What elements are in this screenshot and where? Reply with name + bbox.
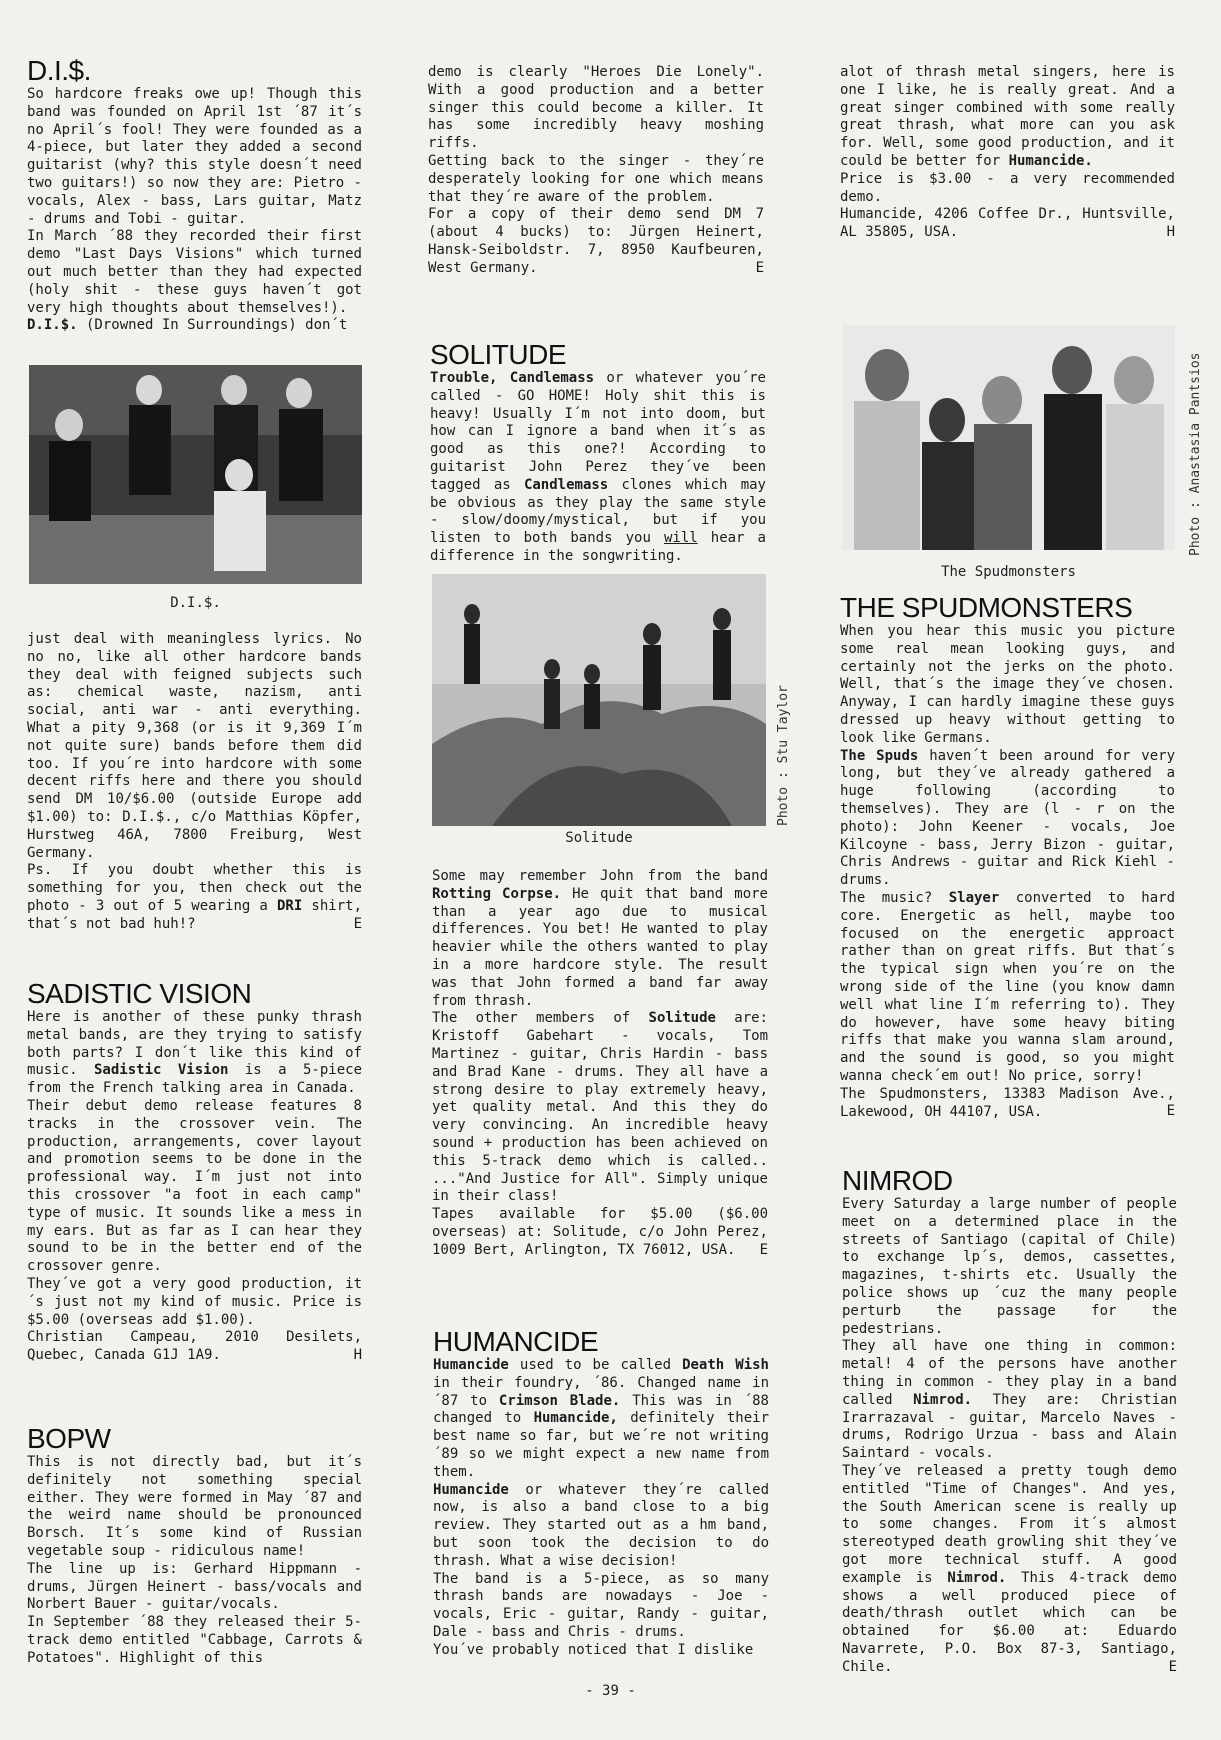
spudmonsters-band-photo bbox=[842, 325, 1175, 550]
nimrod-paragraph-1: Every Saturday a large number of people meet on a determined place in the streets of Santiago (capital of Chile) to exchange lp´s, demos, cassettes, magazines, t-shirts etc. Usually the police shows up ´cuz the many people perturb the passage for the pedestrians. bbox=[842, 1196, 1177, 1337]
spud-paragraph-3: The music? Slayer converted to hard core. Energetic as hell, maybe too focused on the energetic approact rather than on great riffs. But that´s the typical sign when you´re on the wrong side of the line (you know damn well what line I´m referring to). They do however, have some heavy biting riffs that make you wanna slam around, and the sound is good, so you might wanna check´em out! No price, sorry! bbox=[840, 889, 1176, 1084]
bopw-paragraph-1: This is not directly bad, but it´s definitely not something special either. They were formed in May ´87 and the weird name should be pronounced Borsch. It´s some kind of Russian vegetable soup - ridiculous name! bbox=[27, 1454, 362, 1559]
solitude-photo-credit: Photo : Stu Taylor bbox=[776, 685, 791, 826]
spudmonsters-photo-caption: The Spudmonsters bbox=[941, 564, 1076, 580]
solitude-paragraph-4: Tapes available for $5.00 ($6.00 overseas) at: Solitude, c/o John Perez, 1009 Bert, Arlington, TX 76012, USA. bbox=[432, 1206, 768, 1258]
solitude-section bbox=[430, 340, 766, 566]
humancide-signature: H bbox=[1166, 223, 1175, 240]
page-number: - 39 - bbox=[585, 1683, 636, 1699]
bopw-paragraph-2: The line up is: Gerhard Hippmann - drums, Jürgen Heinert - bass/vocals and Norbert Bauer - guitar/vocals. bbox=[27, 1560, 362, 1613]
dis-paragraph-4: just deal with meaningless lyrics. No no no, like all other hardcore bands they deal with feigned subjects such as: chemical waste, nazism, anti social, anti war - anti everything. What a pity 9,368 (or is it 9,369 I´m not quite sure) bands before them did too. If you´re into hardcore with some decent riffs here and there you should send DM 10/$6.00 (outside Europe add $1.00) to: D.I.$., c/o Matthias Köpfer, Hurstweg 46A, 7800 Freiburg, West Germany. bbox=[27, 631, 362, 861]
humancide-paragraph-5: alot of thrash metal singers, here is one I like, he is really great. And a great singer combined with some really great thrash, what more can you ask for. Well, some good production, and it could be better for Humancide. bbox=[840, 64, 1175, 169]
bopw-signature: E bbox=[755, 259, 764, 276]
solitude-heading: SOLITUDE bbox=[430, 339, 567, 370]
bopw-paragraph-4: demo is clearly "Heroes Die Lonely". With a good production and a better singer this could become a killer. It has some incredibly heavy moshing riffs. bbox=[428, 64, 764, 152]
sadistic-paragraph-1: Here is another of these punky thrash metal bands, are they trying to satisfy both parts? I don´t like this kind of music. Sadistic Vision is a 5-piece from the French talking area in Canada. bbox=[27, 1009, 362, 1097]
bopw-paragraph-6: For a copy of their demo send DM 7 (about 4 bucks) to: Jürgen Heinert, Hansk-Seiboldstr. 7, 8950 Kaufbeuren, West Germany. bbox=[428, 206, 764, 276]
spud-paragraph-2: The Spuds haven´t been around for very long, but they´ve already gathered a huge following (according to themselves). They are (l - r on the photo): John Keener - vocals, Joe Kilcoyne - bass, Jerry Bizon - guitar, Chris Andrews - guitar and Rick Kiehl - drums. bbox=[840, 747, 1175, 889]
dis-paragraph-5: Ps. If you doubt whether this is something for you, then check out the photo - 3 out of 5 wearing a DRI shirt, that´s not bad huh!? bbox=[27, 862, 362, 932]
nimrod-signature: E bbox=[1168, 1658, 1177, 1675]
sadistic-vision-section bbox=[27, 979, 362, 1365]
bopw-paragraph-3: In September ´88 they released their 5-track demo entitled "Cabbage, Carrots & Potatoes". Highlight of this bbox=[27, 1614, 362, 1666]
dis-paragraph-2: In March ´88 they recorded their first demo "Last Days Visions" which turned out much better than they had expected (holy shit - these guys haven´t got very high thoughts about themselves!). bbox=[27, 228, 362, 316]
humancide-paragraph-7: Humancide, 4206 Coffee Dr., Huntsville, AL 35805, USA. bbox=[840, 206, 1175, 241]
solitude-paragraph-1: Trouble, Candlemass or whatever you´re called - GO HOME! Holy shit this is heavy! Usually I´m not into doom, but how can I ignore a band when it´s as good as this one?! According to guitarist John Perez they´ve been tagged as Candlemass clones which may be obvious as they play the same style - slow/doomy/mystical, but if you listen to both bands you will hear a difference in the songwriting. bbox=[430, 370, 766, 564]
humancide-section bbox=[433, 1327, 769, 1660]
humancide-paragraph-1: Humancide used to be called Death Wish in their foundry, ´86. Changed name in ´87 to Crimson Blade. This was in ´88 changed to Humancide, definitely their best name so far, but we´re not writing ´89 so we might expect a new name from them. bbox=[433, 1357, 769, 1480]
humancide-paragraph-4: You´ve probably noticed that I dislike bbox=[433, 1641, 754, 1658]
bopw-paragraph-5: Getting back to the singer - they´re desperately looking for one which means that they´re aware of the problem. bbox=[428, 152, 764, 205]
sadistic-paragraph-4: Christian Campeau, 2010 Desilets, Quebec, Canada G1J 1A9. bbox=[27, 1329, 362, 1364]
spud-paragraph-4: The Spudmonsters, 13383 Madison Ave., Lakewood, OH 44107, USA. bbox=[840, 1085, 1175, 1120]
sadistic-paragraph-2: Their debut demo release features 8 tracks in the crossover vein. The production, arrangements, cover layout and promotion seems to be done in the professional way. I´m just not into this crossover "a foot in each camp" type of music. It sounds like a mess in my ears. But as far as I can hear they sound to be in the better end of the crossover genre. bbox=[27, 1097, 362, 1275]
column-3-top bbox=[840, 64, 1175, 242]
solitude-paragraph-3: The other members of Solitude are: Kristoff Gabehart - vocals, Tom Martinez - guitar, Chris Hardin - bass and Brad Kane - drums. They all have a strong desire to play extremely heavy, yet quality metal. And this they do very convincing. An incredible heavy sound + production has been achieved on this 5-track demo which is called.. ..."And Justice for All". Simply unique in their class! bbox=[432, 1010, 768, 1205]
spudmonsters-section bbox=[840, 593, 1175, 1121]
solitude-paragraph-2: Some may remember John from the band Rotting Corpse. He quit that band more than a year ago due to musical differences. You bet! He wanted to play heavier while the others wanted to play in a more hardcore style. The result was that John formed a band far away from thrash. bbox=[432, 868, 768, 1009]
humancide-paragraph-2: Humancide or whatever they´re called now, is also a band close to a big review. They started out as a hm band, but soon took the decision to do thrash. What a wise decision! bbox=[433, 1481, 769, 1569]
sadistic-vision-heading: SADISTIC VISION bbox=[27, 978, 252, 1009]
dis-signature: E bbox=[353, 915, 362, 932]
nimrod-section bbox=[842, 1166, 1177, 1676]
nimrod-heading: NIMROD bbox=[842, 1165, 953, 1196]
dis-paragraph-3: D.I.$. (Drowned In Surroundings) don´t bbox=[27, 317, 348, 334]
solitude-signature: E bbox=[759, 1241, 768, 1258]
spud-paragraph-1: When you hear this music you picture some real mean looking guys, and certainly not the jerks on the photo. Well, that´s the image they´ve chosen. Anyway, I can hardly imagine these guys dressed up heavy without getting to look like Germans. bbox=[840, 623, 1175, 746]
column-2-top bbox=[428, 64, 764, 277]
spud-signature: E bbox=[1166, 1103, 1175, 1120]
bopw-heading: BOPW bbox=[27, 1423, 111, 1454]
solitude-section-continued bbox=[432, 868, 768, 1259]
dis-heading: D.I.$. bbox=[27, 55, 91, 86]
column-1 bbox=[27, 56, 362, 335]
humancide-heading: HUMANCIDE bbox=[433, 1326, 599, 1357]
column-1-continued bbox=[27, 631, 362, 933]
humancide-paragraph-3: The band is a 5-piece, as so many thrash bands are nowadays - Joe - vocals, Eric - guitar, Randy - guitar, Dale - bass and Chris - drums. bbox=[433, 1570, 769, 1640]
dis-band-photo bbox=[29, 365, 362, 584]
solitude-band-photo bbox=[432, 574, 766, 826]
sadistic-signature: H bbox=[353, 1346, 362, 1363]
bopw-section bbox=[27, 1424, 362, 1668]
nimrod-paragraph-2: They all have one thing in common: metal! 4 of the persons have another thing in common - they play in a band called Nimrod. They are: Christian Irarrazaval - guitar, Marcelo Naves - drums, Rodrigo Urzua - bass and Alain Saintard - vocals. bbox=[842, 1338, 1177, 1462]
nimrod-paragraph-3: They´ve released a pretty tough demo entitled "Time of Changes". And yes, the South American scene is really up to some changes. From it´s almost stereotyped death growling shit they´ve got more technical stuff. A good example is Nimrod. This 4-track demo shows a well produced piece of death/thrash outlet which can be obtained for $6.00 at: Eduardo Navarrete, P.O. Box 87-3, Santiago, Chile. bbox=[842, 1462, 1178, 1675]
spudmonsters-heading: THE SPUDMONSTERS bbox=[840, 592, 1133, 623]
spudmonsters-photo-credit: Photo : Anastasia Pantsios bbox=[1188, 352, 1203, 556]
dis-photo-caption: D.I.$. bbox=[170, 595, 221, 611]
solitude-photo-caption: Solitude bbox=[565, 830, 633, 846]
humancide-paragraph-6: Price is $3.00 - a very recommended demo. bbox=[840, 170, 1175, 205]
sadistic-paragraph-3: They´ve got a very good production, it´s just not my kind of music. Price is $5.00 (overseas add $1.00). bbox=[27, 1275, 362, 1328]
dis-paragraph-1: So hardcore freaks owe up! Though this band was founded on April 1st ´87 it´s no April´s fool! They were founded as a 4-piece, but later they added a second guitarist (why? this style doesn´t need two guitars!) so now they are: Pietro - vocals, Alex - bass, Lars guitar, Matz - drums and Tobi - guitar. bbox=[27, 86, 362, 227]
